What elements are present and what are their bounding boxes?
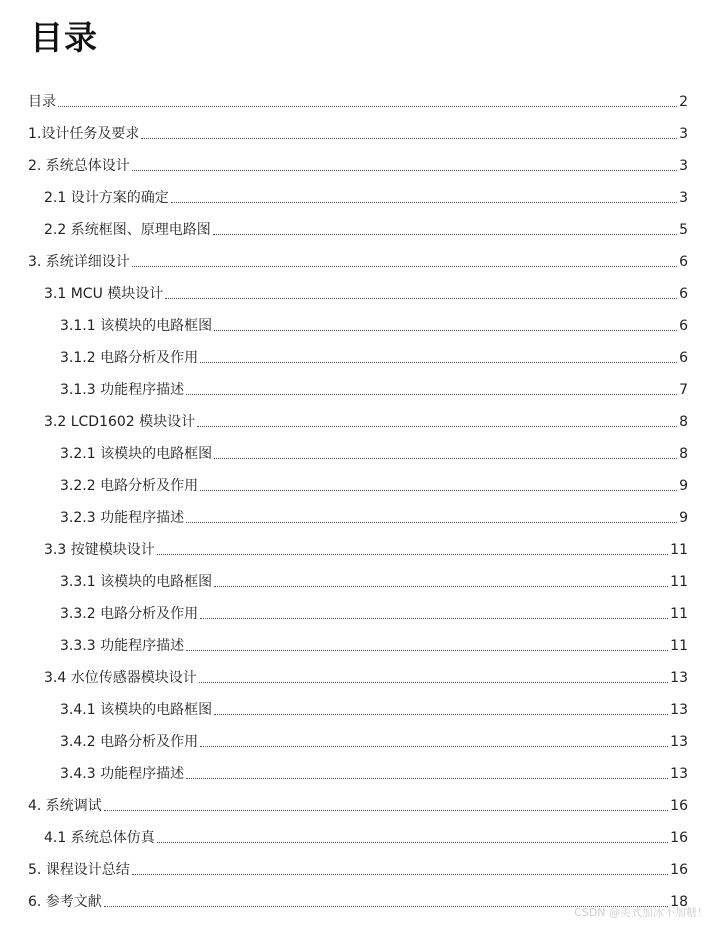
toc-page-number: 8 bbox=[679, 414, 688, 430]
toc-entry-title: 3.3 按键模块设计 bbox=[44, 542, 155, 558]
toc-entry-title: 3. 系统详细设计 bbox=[28, 254, 130, 270]
toc-leader-dots bbox=[200, 746, 668, 747]
toc-page-number: 11 bbox=[670, 574, 688, 590]
toc-entry-title: 3.3.1 该模块的电路框图 bbox=[60, 574, 213, 590]
toc-page-number: 11 bbox=[670, 638, 688, 654]
toc-page-number: 11 bbox=[670, 542, 688, 558]
toc-leader-dots bbox=[104, 810, 668, 811]
toc-leader-dots bbox=[214, 714, 668, 715]
toc-page-number: 6 bbox=[679, 254, 688, 270]
toc-entry[interactable] bbox=[44, 412, 688, 432]
toc-entry-title: 2.1 设计方案的确定 bbox=[44, 190, 169, 206]
toc-page-number: 16 bbox=[670, 830, 688, 846]
toc-entry[interactable] bbox=[60, 764, 688, 784]
toc-leader-dots bbox=[186, 778, 668, 779]
toc-page-number: 2 bbox=[679, 94, 688, 110]
toc-entry[interactable] bbox=[44, 284, 688, 304]
toc-entry[interactable] bbox=[60, 636, 688, 656]
toc-entry-title: 3.1.2 电路分析及作用 bbox=[60, 350, 199, 366]
toc-entry[interactable] bbox=[28, 252, 688, 272]
toc-entry[interactable] bbox=[44, 188, 688, 208]
toc-entry[interactable] bbox=[60, 604, 688, 624]
toc-entry-title: 1.设计任务及要求 bbox=[28, 126, 140, 142]
toc-page-number: 16 bbox=[670, 798, 688, 814]
toc-page-number: 6 bbox=[679, 350, 688, 366]
toc-leader-dots bbox=[171, 202, 677, 203]
toc-entry[interactable] bbox=[28, 796, 688, 816]
toc-leader-dots bbox=[200, 362, 677, 363]
toc-entry[interactable] bbox=[60, 380, 688, 400]
toc-leader-dots bbox=[214, 458, 677, 459]
toc-entry-title: 3.4.3 功能程序描述 bbox=[60, 766, 185, 782]
toc-page-number: 7 bbox=[679, 382, 688, 398]
toc-page-number: 9 bbox=[679, 510, 688, 526]
toc-page-number: 6 bbox=[679, 286, 688, 302]
toc-leader-dots bbox=[213, 234, 677, 235]
toc-leader-dots bbox=[186, 650, 668, 651]
toc-entry[interactable] bbox=[60, 732, 688, 752]
toc-page-number: 18 bbox=[670, 894, 688, 910]
toc-entry-title: 2.2 系统框图、原理电路图 bbox=[44, 222, 211, 238]
toc-entry-title: 3.4 水位传感器模块设计 bbox=[44, 670, 197, 686]
toc-entry-title: 3.2.3 功能程序描述 bbox=[60, 510, 185, 526]
toc-leader-dots bbox=[186, 522, 677, 523]
toc-leader-dots bbox=[165, 298, 677, 299]
toc-leader-dots bbox=[132, 266, 677, 267]
toc-leader-dots bbox=[197, 426, 677, 427]
toc-entry[interactable] bbox=[28, 156, 688, 176]
toc-leader-dots bbox=[214, 586, 668, 587]
toc-leader-dots bbox=[58, 106, 677, 107]
toc-entry-title: 3.3.2 电路分析及作用 bbox=[60, 606, 199, 622]
toc-page-number: 13 bbox=[670, 766, 688, 782]
toc-entry[interactable] bbox=[60, 700, 688, 720]
toc-leader-dots bbox=[200, 618, 668, 619]
toc-entry-title: 5. 课程设计总结 bbox=[28, 862, 130, 878]
toc-page-number: 3 bbox=[679, 126, 688, 142]
toc-entry[interactable] bbox=[44, 540, 688, 560]
toc-entry-title: 目录 bbox=[28, 94, 56, 110]
toc-page-number: 16 bbox=[670, 862, 688, 878]
toc-page-number: 11 bbox=[670, 606, 688, 622]
toc-entry-title: 2. 系统总体设计 bbox=[28, 158, 130, 174]
toc-entry[interactable] bbox=[60, 572, 688, 592]
toc-entry[interactable] bbox=[28, 124, 688, 144]
toc-entry[interactable] bbox=[44, 220, 688, 240]
toc-entry-title: 3.1.1 该模块的电路框图 bbox=[60, 318, 213, 334]
toc-leader-dots bbox=[157, 842, 668, 843]
toc-entry-title: 3.2 LCD1602 模块设计 bbox=[44, 414, 196, 430]
toc-page-number: 9 bbox=[679, 478, 688, 494]
toc-page-number: 3 bbox=[679, 158, 688, 174]
toc-entry[interactable] bbox=[60, 444, 688, 464]
toc-entry[interactable] bbox=[60, 508, 688, 528]
watermark: CSDN @美式加冰不加糖！ bbox=[574, 906, 708, 919]
toc-page-number: 13 bbox=[670, 734, 688, 750]
toc-page-number: 6 bbox=[679, 318, 688, 334]
toc-entry[interactable] bbox=[60, 476, 688, 496]
toc-entry-title: 6. 参考文献 bbox=[28, 894, 102, 910]
toc-entry[interactable] bbox=[60, 348, 688, 368]
toc-entry-title: 3.1 MCU 模块设计 bbox=[44, 286, 164, 302]
toc-entry[interactable] bbox=[60, 316, 688, 336]
toc-leader-dots bbox=[200, 490, 677, 491]
toc-leader-dots bbox=[199, 682, 668, 683]
toc-entry[interactable] bbox=[44, 668, 688, 688]
toc-page-number: 13 bbox=[670, 702, 688, 718]
toc-entry-title: 3.3.3 功能程序描述 bbox=[60, 638, 185, 654]
toc-leader-dots bbox=[186, 394, 677, 395]
toc-entry-title: 3.4.1 该模块的电路框图 bbox=[60, 702, 213, 718]
page-title: 目录 bbox=[30, 18, 98, 57]
toc-entry[interactable] bbox=[28, 860, 688, 880]
toc-entry-title: 3.1.3 功能程序描述 bbox=[60, 382, 185, 398]
toc-leader-dots bbox=[132, 170, 677, 171]
toc-entry[interactable] bbox=[28, 92, 688, 112]
toc-leader-dots bbox=[141, 138, 677, 139]
toc-leader-dots bbox=[157, 554, 668, 555]
toc-page-number: 5 bbox=[679, 222, 688, 238]
toc-page-number: 8 bbox=[679, 446, 688, 462]
toc-entry-title: 3.2.2 电路分析及作用 bbox=[60, 478, 199, 494]
toc-page-number: 13 bbox=[670, 670, 688, 686]
toc-entry-title: 3.2.1 该模块的电路框图 bbox=[60, 446, 213, 462]
toc-entry-title: 4. 系统调试 bbox=[28, 798, 102, 814]
toc-entry-title: 3.4.2 电路分析及作用 bbox=[60, 734, 199, 750]
toc-leader-dots bbox=[214, 330, 677, 331]
toc-page-number: 3 bbox=[679, 190, 688, 206]
toc-entry[interactable] bbox=[44, 828, 688, 848]
toc-entry-title: 4.1 系统总体仿真 bbox=[44, 830, 155, 846]
toc-leader-dots bbox=[132, 874, 668, 875]
